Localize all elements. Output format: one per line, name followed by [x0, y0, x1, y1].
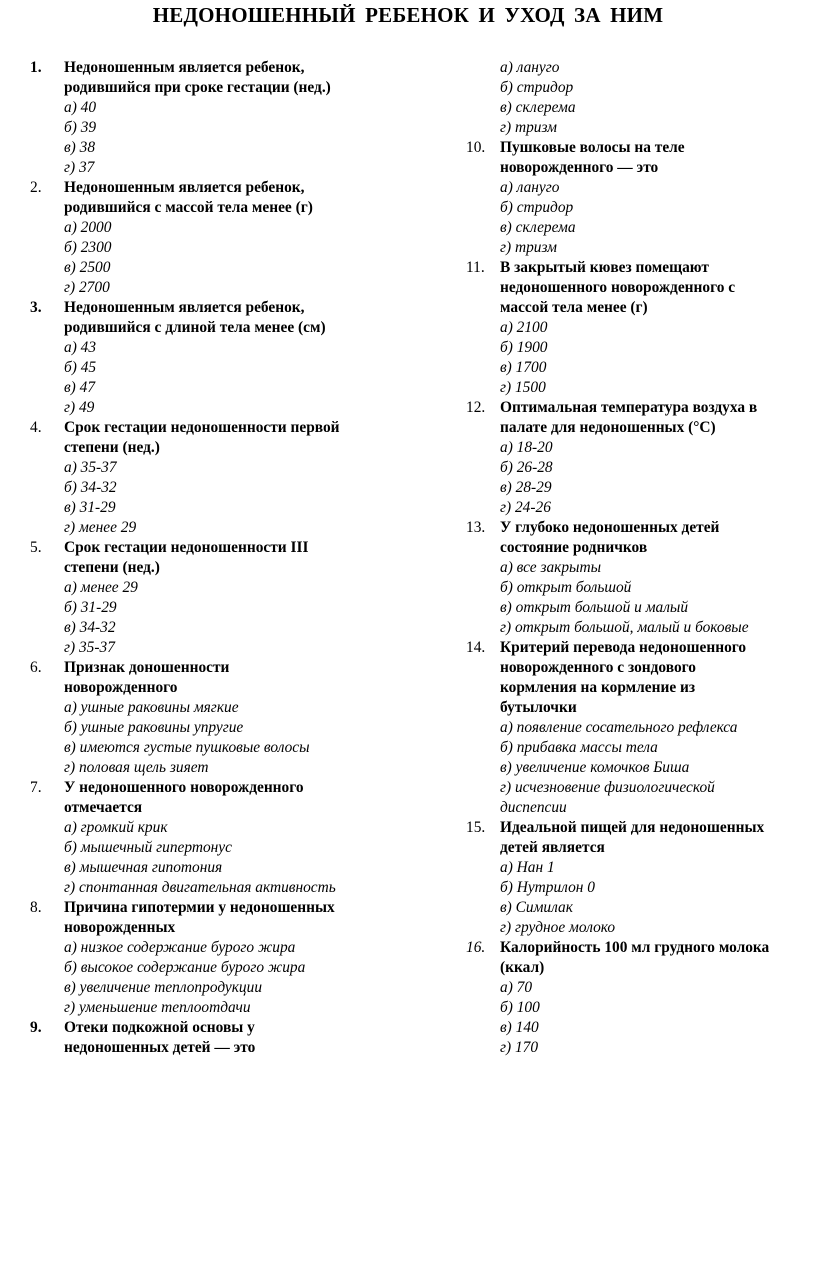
question-15 — [466, 818, 816, 938]
question-number: 15. — [466, 819, 486, 836]
answer-option: а) менее 29 — [64, 579, 138, 596]
answer-option: а) все закрыты — [500, 559, 602, 576]
answer-option: г) 1500 — [500, 379, 546, 396]
answer-option: г) уменьшение теплоотдачи — [64, 999, 251, 1016]
question-text: Калорийность 100 мл грудного молока (ккал) — [500, 939, 770, 976]
question-number: 6. — [30, 659, 42, 676]
question-text: Признак доношенности новорожденного — [64, 659, 230, 696]
answer-option: в) Симилак — [500, 899, 573, 916]
question-text: Срок гестации недоношенности первой степени (нед.) — [64, 419, 340, 456]
answer-option: б) 45 — [64, 359, 97, 376]
answer-option: а) 35-37 — [64, 459, 117, 476]
question-8 — [30, 898, 390, 1018]
question-number: 4. — [30, 419, 42, 436]
question-16 — [466, 938, 816, 1058]
answer-option: в) 47 — [64, 379, 96, 396]
answer-option: а) появление сосательного рефлекса — [500, 719, 738, 736]
answer-option: в) мышечная гипотония — [64, 859, 223, 876]
answer-option: а) лануго — [500, 179, 560, 196]
question-10 — [466, 138, 816, 258]
answer-option: г) грудное молоко — [500, 919, 616, 936]
question-12 — [466, 398, 816, 518]
answer-option: б) 100 — [500, 999, 540, 1016]
answer-option: б) 2300 — [64, 239, 112, 256]
answer-option: г) тризм — [500, 119, 557, 136]
question-14 — [466, 638, 816, 818]
question-number: 11. — [466, 259, 485, 276]
answer-option: г) менее 29 — [64, 519, 137, 536]
question-number: 16. — [466, 939, 486, 956]
question-11 — [466, 258, 816, 398]
question-7 — [30, 778, 390, 898]
answer-option: б) мышечный гипертонус — [64, 839, 232, 856]
question-text: Причина гипотермии у недоношенных новорожденных — [64, 899, 335, 936]
question-number: 12. — [466, 399, 486, 416]
answer-option: в) 38 — [64, 139, 96, 156]
answer-option: в) 2500 — [64, 259, 111, 276]
answer-option: в) увеличение комочков Биша — [500, 759, 690, 776]
left-column — [30, 58, 390, 1058]
answer-option: г) 170 — [500, 1039, 539, 1056]
question-2 — [30, 178, 390, 298]
answer-option: б) стридор — [500, 79, 574, 96]
answer-option: в) увеличение теплопродукции — [64, 979, 263, 996]
question-text: Срок гестации недоношенности III степени (нед.) — [64, 539, 309, 576]
answer-option: г) 35-37 — [64, 639, 115, 656]
answer-option: г) 2700 — [64, 279, 110, 296]
answer-option: г) спонтанная двигательная активность — [64, 879, 336, 896]
question-text: Отеки подкожной основы у недоношенных детей — это — [64, 1019, 256, 1056]
answer-option: г) половая щель зияет — [64, 759, 209, 776]
question-number: 8. — [30, 899, 42, 916]
page-title: НЕДОНОШЕННЫЙ РЕБЕНОК И УХОД ЗА НИМ — [152, 3, 664, 27]
answer-option: а) 43 — [64, 339, 97, 356]
question-text: Критерий перевода недоношенного новорожденного с зондового кормления на кормление из бутылочки — [500, 639, 747, 716]
answer-option: а) 2000 — [64, 219, 112, 236]
answer-option: а) 70 — [500, 979, 533, 996]
question-3 — [30, 298, 390, 418]
answer-option: а) 2100 — [500, 319, 548, 336]
answer-option: б) 26-28 — [500, 459, 553, 476]
question-number: 1. — [30, 59, 42, 76]
answer-option: в) 1700 — [500, 359, 547, 376]
question-text: В закрытый кювез помещают недоношенного новорожденного с массой тела менее (г) — [500, 259, 736, 316]
answer-option: а) 40 — [64, 99, 97, 116]
answer-option: б) прибавка массы тела — [500, 739, 658, 756]
question-9 — [30, 1018, 390, 1058]
answer-option: б) 1900 — [500, 339, 548, 356]
question-number: 14. — [466, 639, 486, 656]
answer-option: г) 49 — [64, 399, 95, 416]
question-4 — [30, 418, 390, 538]
question-1 — [30, 58, 390, 178]
answer-option: в) 28-29 — [500, 479, 552, 496]
answer-option: в) склерема — [500, 99, 576, 116]
answer-option: в) 140 — [500, 1019, 539, 1036]
answer-option: г) исчезновение физиологической диспепсии — [500, 779, 715, 816]
answer-option: б) открыт большой — [500, 579, 632, 596]
question-number: 3. — [30, 299, 42, 316]
question-number: 10. — [466, 139, 486, 156]
answer-option: б) Нутрилон 0 — [500, 879, 595, 896]
answer-option: г) 37 — [64, 159, 95, 176]
answer-option: г) тризм — [500, 239, 557, 256]
answer-option: в) склерема — [500, 219, 576, 236]
answer-option: б) стридор — [500, 199, 574, 216]
answer-option: а) ушные раковины мягкие — [64, 699, 239, 716]
answer-option: а) 18-20 — [500, 439, 553, 456]
question-text: У недоношенного новорожденного отмечается — [64, 779, 304, 816]
question-text: Недоношенным является ребенок, родившийся с длиной тела менее (см) — [64, 299, 326, 336]
answer-option: б) 34-32 — [64, 479, 117, 496]
answer-option: а) лануго — [500, 59, 560, 76]
question-number: 7. — [30, 779, 42, 796]
answer-option: б) 31-29 — [64, 599, 117, 616]
question-number: 2. — [30, 179, 42, 196]
question-text: Пушковые волосы на теле новорожденного — это — [500, 139, 685, 176]
question-text: У глубоко недоношенных детей состояние родничков — [500, 519, 720, 556]
right-column — [466, 58, 816, 1058]
question-text: Недоношенным является ребенок, родившийся при сроке гестации (нед.) — [64, 59, 331, 96]
question-6 — [30, 658, 390, 778]
question-number: 5. — [30, 539, 42, 556]
answer-option: в) 34-32 — [64, 619, 116, 636]
answer-option: б) 39 — [64, 119, 97, 136]
answer-option: а) низкое содержание бурого жира — [64, 939, 296, 956]
answer-option: б) ушные раковины упругие — [64, 719, 244, 736]
question-5 — [30, 538, 390, 658]
answer-option: а) громкий крик — [64, 819, 168, 836]
question-number: 9. — [30, 1019, 42, 1036]
question-text: Оптимальная температура воздуха в палате для недоношенных (°С) — [500, 399, 758, 436]
question-text: Идеальной пищей для недоношенных детей является — [500, 819, 765, 856]
answer-option: в) открыт большой и малый — [500, 599, 689, 616]
answer-option: в) 31-29 — [64, 499, 116, 516]
question-9-options — [466, 58, 816, 138]
answer-option: а) Нан 1 — [500, 859, 555, 876]
question-text: Недоношенным является ребенок, родившийся с массой тела менее (г) — [64, 179, 313, 216]
answer-option: г) 24-26 — [500, 499, 551, 516]
question-13 — [466, 518, 816, 638]
answer-option: г) открыт большой, малый и боковые — [500, 619, 749, 636]
answer-option: в) имеются густые пушковые волосы — [64, 739, 310, 756]
question-number: 13. — [466, 519, 486, 536]
answer-option: б) высокое содержание бурого жира — [64, 959, 306, 976]
